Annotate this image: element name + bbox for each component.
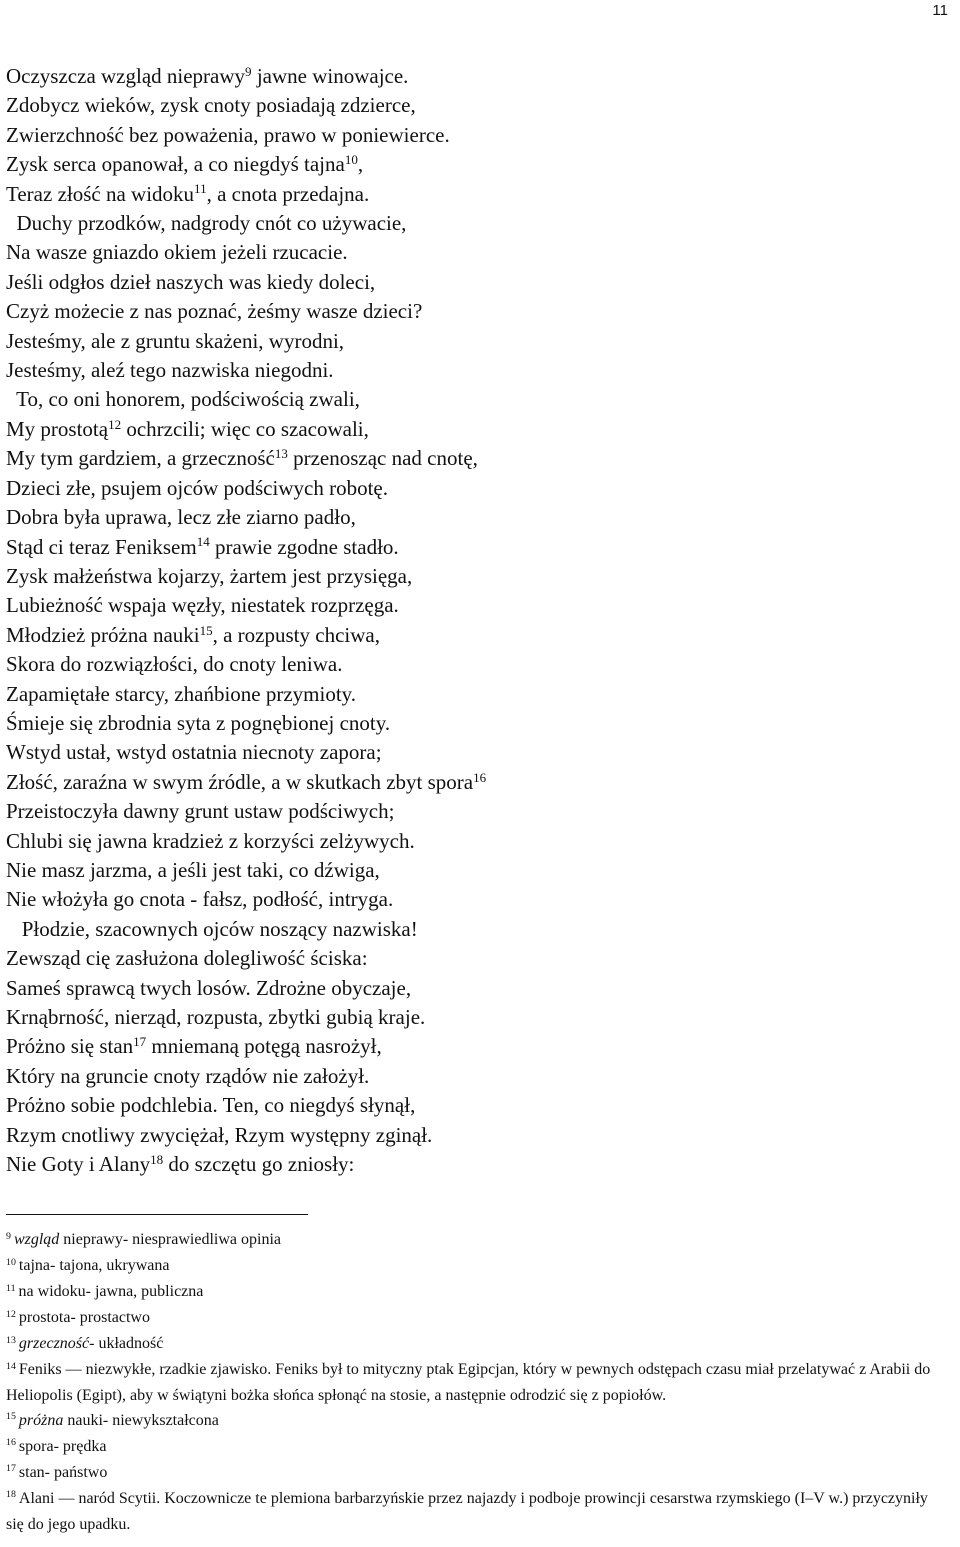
poem-line	[6, 209, 946, 238]
text-segment: Nie włożyła go cnota - fałsz, podłość, intryga.	[6, 887, 394, 912]
text-segment: Zysk małżeństwa kojarzy, żartem jest przysięga,	[6, 563, 413, 588]
poem-line	[6, 238, 946, 267]
poem-line	[6, 1091, 946, 1120]
text-segment: - układność	[89, 1335, 164, 1352]
text-segment: do szczętu go zniosły:	[163, 1152, 355, 1177]
text-segment: ochrzcili; więc co szacowali,	[121, 416, 369, 441]
text-segment: Zysk serca opanował, a co niegdyś tajna	[6, 152, 345, 177]
poem-line	[6, 856, 946, 885]
text-segment: Teraz złość na widoku	[6, 181, 195, 206]
footnote	[6, 1280, 941, 1306]
footnote-number: 15	[6, 1411, 16, 1423]
text-segment: My tym gardziem, a grzeczność	[6, 446, 275, 471]
poem-line	[6, 297, 946, 326]
poem-line	[6, 415, 946, 444]
poem-line	[6, 385, 946, 414]
poem-line	[6, 738, 946, 767]
footnote-reference: 11	[194, 181, 207, 197]
footnote	[6, 1306, 941, 1332]
poem-line	[6, 797, 946, 826]
text-segment: Płodzie, szacownych ojców noszący nazwiska!	[6, 916, 418, 941]
poem-line	[6, 1003, 946, 1032]
poem-line	[6, 591, 946, 620]
poem-line	[6, 1121, 946, 1150]
footnotes-section	[6, 1228, 941, 1537]
text-segment: Chlubi się jawna kradzież z korzyści zelżywych.	[6, 828, 415, 853]
text-segment: Na wasze gniazdo okiem jeżeli rzucacie.	[6, 240, 348, 265]
text-segment: Alani — naród Scytii. Koczownicze te plemiona barbarzyńskie przez najazdy i podboje prowincji cesarstwa rzymskiego (I–V w.) przyczyniły się do jego upadku.	[6, 1489, 928, 1533]
footnote-reference: 12	[108, 416, 122, 432]
poem-line	[6, 768, 946, 797]
text-segment: jawne winowajce.	[251, 64, 409, 88]
footnote	[6, 1332, 941, 1358]
footnote-number: 9	[6, 1230, 11, 1242]
text-segment: , a cnota przedajna.	[206, 181, 370, 206]
poem-line	[6, 444, 946, 473]
poem-body	[6, 62, 946, 1179]
text-segment: Nie Goty i Alany	[6, 1152, 151, 1177]
text-segment: Feniks — niezwykłe, rzadkie zjawisko. Feniks był to mityczny ptak Egipcjan, który w pewnych odstępach czasu miał przelatywać z Arabii do Heliopolis (Egipt), aby w świątyni bożka słońca spłonąć na stosie, a następnie odrodzić się z popiołów.	[6, 1361, 931, 1405]
footnote-reference: 15	[199, 622, 213, 638]
text-segment: To, co oni honorem, podściwością zwali,	[6, 387, 360, 412]
text-segment: Młodzież próżna nauki	[6, 622, 200, 647]
text-segment: Stąd ci teraz Feniksem	[6, 534, 197, 559]
page-number: 11	[932, 2, 948, 19]
text-segment: stan- państwo	[18, 1463, 108, 1481]
poem-line	[6, 885, 946, 914]
text-segment: Dzieci złe, psujem ojców podściwych robotę.	[6, 475, 388, 500]
italic-term: grzeczność	[18, 1335, 90, 1352]
poem-line	[6, 621, 946, 650]
text-segment: Rzym cnotliwy zwyciężał, Rzym występny zginął.	[6, 1122, 433, 1147]
poem-line	[6, 944, 946, 973]
footnote-number: 11	[6, 1282, 16, 1294]
text-segment: Wstyd ustał, wstyd ostatnia niecnoty zapora;	[6, 740, 382, 765]
text-segment: , a rozpusty chciwa,	[212, 622, 380, 647]
poem-line	[6, 650, 946, 679]
footnote-number: 13	[6, 1334, 16, 1346]
footnote	[6, 1358, 941, 1409]
text-segment: Złość, zaraźna w swym źródle, a w skutkach zbyt spora	[6, 769, 474, 794]
poem-line	[6, 1150, 946, 1179]
text-segment: Sameś sprawcą twych losów. Zdrożne obyczaje,	[6, 975, 412, 1000]
footnote	[6, 1254, 941, 1280]
footnote-reference: 14	[196, 534, 210, 550]
poem-line	[6, 915, 946, 944]
poem-line	[6, 356, 946, 385]
footnote-reference: 17	[133, 1034, 147, 1050]
footnote-reference: 16	[473, 769, 487, 785]
poem-line	[6, 680, 946, 709]
poem-line	[6, 327, 946, 356]
text-segment: Nie masz jarzma, a jeśli jest taki, co dźwiga,	[6, 857, 380, 882]
text-segment: My prostotą	[6, 416, 109, 441]
text-segment: Jesteśmy, ale z gruntu skażeni, wyrodni,	[6, 328, 345, 353]
text-segment: Oczyszcza wzgląd nieprawy	[6, 64, 246, 88]
poem-line	[6, 562, 946, 591]
text-segment: Duchy przodków, nadgrody cnót co używacie,	[6, 211, 407, 236]
footnote-number: 18	[6, 1489, 16, 1501]
poem-line	[6, 709, 946, 738]
text-segment: nauki- niewykształcona	[63, 1411, 219, 1429]
poem-line	[6, 62, 946, 91]
footnote	[6, 1435, 941, 1461]
text-segment: Krnąbrność, nierząd, rozpusta, zbytki gubią kraje.	[6, 1005, 426, 1029]
poem-line	[6, 91, 946, 120]
footnote	[6, 1487, 941, 1538]
footnote-number: 12	[6, 1308, 16, 1320]
footnote-number: 17	[6, 1463, 16, 1475]
footnote-reference: 13	[274, 446, 288, 462]
poem-line	[6, 974, 946, 1003]
text-segment: Zewsząd cię zasłużona dolegliwość ściska:	[6, 946, 368, 971]
poem-line	[6, 503, 946, 532]
footnote-reference: 9	[245, 63, 252, 79]
text-segment: Dobra była uprawa, lecz złe ziarno padło,	[6, 505, 356, 530]
text-segment: Lubieżność wspaja węzły, niestatek rozprzęga.	[6, 593, 399, 618]
text-segment: Jesteśmy, aleź tego nazwiska niegodni.	[6, 358, 334, 383]
italic-term: wzgląd	[13, 1231, 60, 1248]
footnote	[6, 1228, 941, 1254]
poem-line	[6, 1032, 946, 1061]
footnote	[6, 1409, 941, 1435]
text-segment: na widoku- jawna, publiczna	[18, 1283, 204, 1300]
poem-line	[6, 268, 946, 297]
text-segment: ,	[357, 152, 364, 177]
poem-line	[6, 150, 946, 179]
footnote-number: 10	[6, 1256, 16, 1268]
text-segment: Próżno sobie podchlebia. Ten, co niegdyś słynął,	[6, 1093, 416, 1118]
text-segment: prawie zgodne stadło.	[209, 534, 399, 559]
footnote-reference: 10	[344, 152, 358, 168]
text-segment: mniemaną potęgą nasrożył,	[146, 1034, 382, 1059]
text-segment: Czyż możecie z nas poznać, żeśmy wasze dzieci?	[6, 299, 423, 324]
footnote-divider	[6, 1214, 308, 1215]
poem-line	[6, 827, 946, 856]
text-segment: spora- prędka	[18, 1437, 107, 1455]
poem-line	[6, 533, 946, 562]
text-segment: Zapamiętałe starcy, zhańbione przymioty.	[6, 681, 357, 706]
poem-line	[6, 121, 946, 150]
text-segment: Skora do rozwiązłości, do cnoty leniwa.	[6, 652, 343, 677]
text-segment: Zwierzchność bez poważenia, prawo w poniewierce.	[6, 122, 450, 147]
italic-term: próżna	[18, 1411, 64, 1429]
footnote	[6, 1461, 941, 1487]
footnote-number: 14	[6, 1360, 16, 1372]
text-segment: Który na gruncie cnoty rządów nie założył.	[6, 1063, 370, 1088]
text-segment: nieprawy- niesprawiedliwa opinia	[59, 1231, 281, 1248]
poem-line	[6, 1062, 946, 1091]
text-segment: Przeistoczyła dawny grunt ustaw podściwych;	[6, 799, 395, 824]
text-segment: Zdobycz wieków, zysk cnoty posiadają zdzierce,	[6, 93, 416, 118]
poem-line	[6, 180, 946, 209]
poem-line	[6, 474, 946, 503]
text-segment: przenosząc nad cnotę,	[287, 446, 478, 471]
text-segment: prostota- prostactwo	[18, 1309, 150, 1326]
text-segment: Śmieje się zbrodnia syta z pognębionej cnoty.	[6, 710, 391, 735]
footnote-number: 16	[6, 1437, 16, 1449]
footnote-reference: 18	[150, 1151, 164, 1167]
text-segment: Próżno się stan	[6, 1034, 134, 1059]
text-segment: Jeśli odgłos dzieł naszych was kiedy doleci,	[6, 269, 376, 294]
text-segment: tajna- tajona, ukrywana	[18, 1257, 170, 1274]
